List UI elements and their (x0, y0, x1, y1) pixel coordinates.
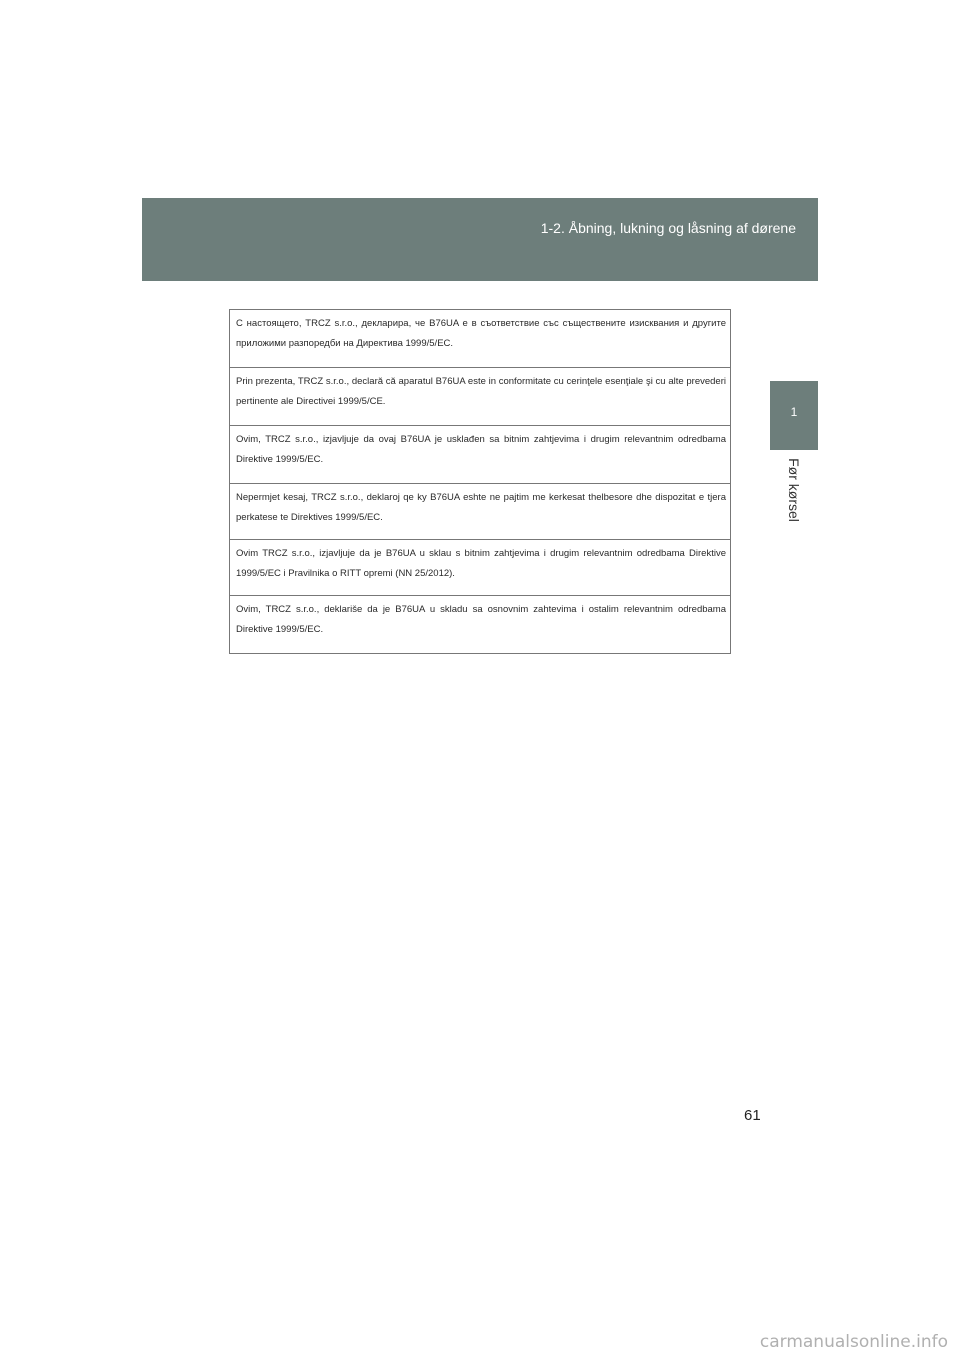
declaration-text: Ovim TRCZ s.r.o., izjavljuje da je B76UA u sklau s bitnim zahtjevima i drugim relevantnim odredbama Direktive 1999/5/EC i Pravilnika o RITT opremi (NN 25/2012). (236, 548, 726, 579)
declaration-row-croatian (230, 540, 730, 596)
section-title: 1-2. Åbning, lukning og låsning af dørene (540, 220, 796, 236)
chapter-tab (770, 381, 818, 450)
declaration-text: С настоящето, TRCZ s.r.o., декларира, че B76UA е в съответствие със съществените изисквания и другите приложими разпоредби на Директива 1999/5/EC. (236, 318, 726, 349)
declaration-row-bosnian (230, 426, 730, 484)
declaration-text: Nepermjet kesaj, TRCZ s.r.o., deklaroj qe ky B76UA eshte ne pajtim me kerkesat thelbesore dhe dispozitat e tjera perkatese te Direktives 1999/5/EC. (236, 492, 726, 523)
declaration-text: Ovim, TRCZ s.r.o., izjavljuje da ovaj B76UA je usklađen sa bitnim zahtjevima i drugim relevantnim odredbama Direktive 1999/5/EC. (236, 434, 726, 465)
declaration-text: Ovim, TRCZ s.r.o., deklariše da je B76UA u skladu sa osnovnim zahtevima i ostalim relevantnim odredbama Direktive 1999/5/EC. (236, 604, 726, 635)
chapter-label: Før kørsel (786, 458, 802, 522)
page-number: 61 (744, 1107, 761, 1124)
watermark: carmanualsonline.info (759, 1332, 948, 1352)
declaration-row-bulgarian (230, 310, 730, 368)
declaration-text: Prin prezenta, TRCZ s.r.o., declară că aparatul B76UA este in conformitate cu cerinţele esenţiale şi cu alte prevederi pertinente ale Directivei 1999/5/CE. (236, 376, 726, 407)
declaration-table (229, 309, 731, 654)
declaration-row-romanian (230, 368, 730, 426)
declaration-row-serbian (230, 596, 730, 653)
section-header-bar (142, 198, 818, 281)
declaration-row-albanian (230, 484, 730, 540)
chapter-number: 1 (790, 405, 798, 419)
